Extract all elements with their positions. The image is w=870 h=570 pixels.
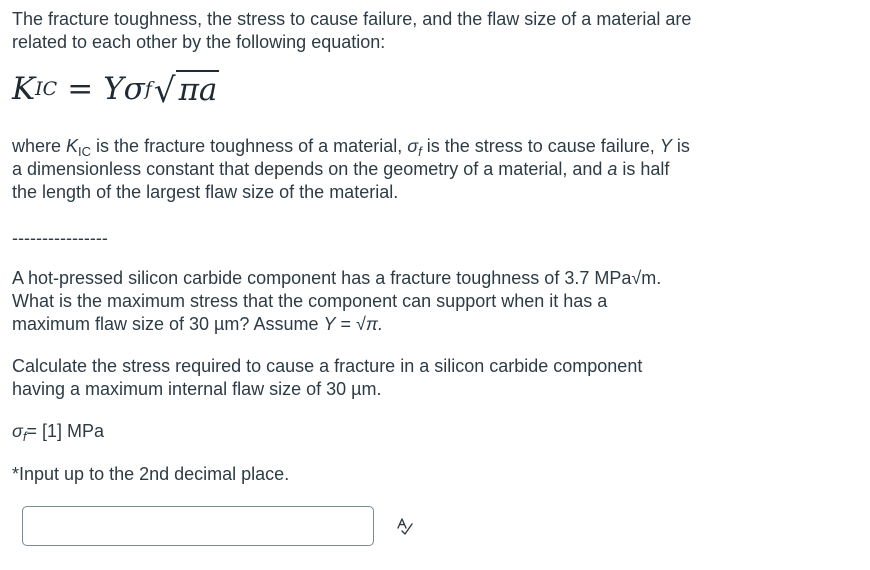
where-line-2a: a dimensionless constant that depends on the geometry of a material, and [12, 159, 608, 179]
intro-line-1: The fracture toughness, the stress to cause failure, and the flaw size of a material are [12, 9, 692, 29]
sigma-symbol: σ [407, 136, 419, 156]
intro-line-2: related to each other by the following equation: [12, 32, 386, 52]
sigma-subscript: f [418, 144, 422, 159]
equation-equals-sign: = [67, 71, 94, 107]
a-symbol: a [607, 159, 618, 179]
equation-sigma-symbol: σ [123, 71, 145, 107]
equation-square-root [153, 70, 220, 111]
answer-sigma-subscript: f [22, 429, 27, 444]
equation-y-symbol: Y [103, 71, 124, 107]
spellcheck-icon[interactable] [395, 516, 415, 536]
spellcheck-icon-graphic [395, 516, 415, 536]
problem-line-2: What is the maximum stress that the component can support when it has a [12, 291, 608, 311]
k-symbol: K [66, 136, 79, 156]
where-text-4: is [671, 136, 690, 156]
problem-sqrt-pi: √π. [356, 314, 383, 334]
problem-y-symbol: Y [323, 314, 336, 334]
section-divider: ---------------- [12, 228, 108, 248]
where-line-2b: is half [617, 159, 670, 179]
question-content [12, 8, 852, 486]
answer-prompt [12, 420, 852, 443]
answer-blank-label: = [1] MPa [26, 421, 105, 441]
answer-sigma-symbol: σ [12, 421, 23, 441]
equation-sigma-subscript: f [144, 78, 152, 100]
problem-line-3a: maximum flaw size of 30 µm? Assume [12, 314, 324, 334]
where-text-3: is the stress to cause failure, [421, 136, 660, 156]
variable-definitions [12, 135, 852, 204]
problem-line-1: A hot-pressed silicon carbide component has a fracture toughness of 3.7 MPa√m. [12, 268, 662, 288]
fracture-toughness-equation [12, 64, 852, 114]
problem-line-3b: = [335, 314, 356, 334]
y-symbol: Y [659, 136, 672, 156]
k-subscript: IC [78, 144, 92, 159]
answer-input[interactable] [22, 506, 374, 546]
task-line-2: having a maximum internal flaw size of 30 µm. [12, 379, 382, 399]
equation-radicand: πa [176, 70, 220, 108]
answer-row [22, 506, 415, 546]
problem-statement [12, 267, 852, 336]
input-instruction-note: *Input up to the 2nd decimal place. [12, 464, 290, 484]
task-statement [12, 355, 852, 401]
intro-text [12, 8, 852, 54]
where-line-3: the length of the largest flaw size of the material. [12, 182, 399, 202]
task-line-1: Calculate the stress required to cause a fracture in a silicon carbide component [12, 356, 643, 376]
equation-k-symbol: K [12, 71, 36, 107]
where-text-2: is the fracture toughness of a material, [91, 136, 408, 156]
radical-sign: √ [153, 71, 176, 111]
where-text-1: where [12, 136, 67, 156]
equation-k-subscript: IC [35, 78, 58, 100]
